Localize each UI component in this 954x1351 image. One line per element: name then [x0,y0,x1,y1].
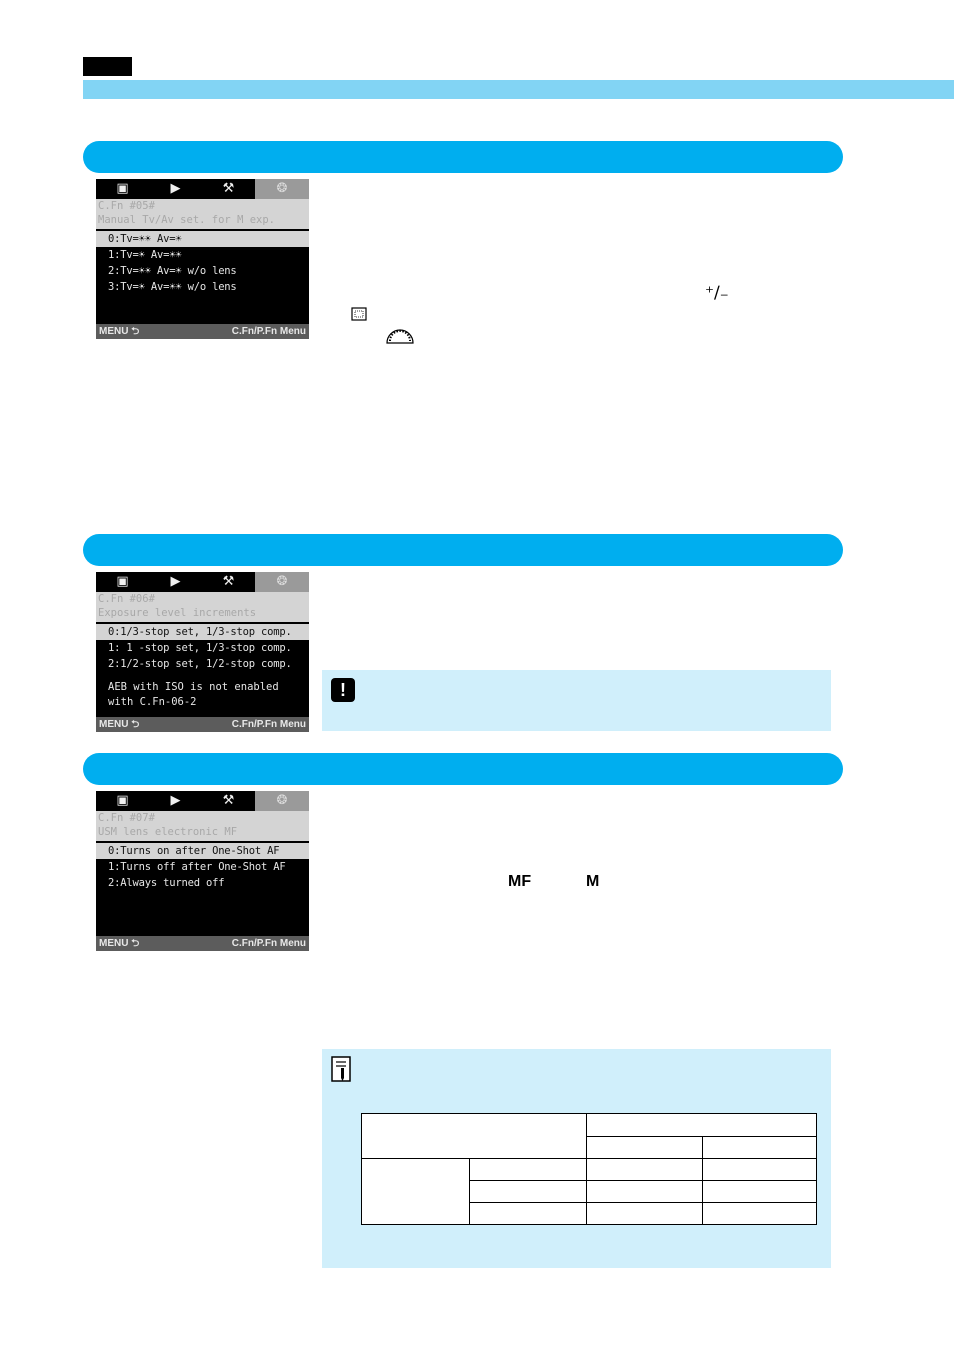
section-bar-cfn05 [83,141,843,173]
lcd-option-selected: 0:1/3-stop set, 1/3-stop comp. [96,624,309,640]
table-cell [470,1203,586,1225]
table-cell [702,1181,816,1203]
lcd-footer-menu: MENU ⮌ [99,326,140,337]
playback-icon: ▶ [170,181,181,196]
table-cell [362,1159,470,1225]
lcd-header [96,199,309,229]
quick-control-dial-icon [385,327,415,345]
lcd-option: 3:Tv=☀ Av=☀☀ w/o lens [108,281,237,293]
lcd-header-line2: Manual Tv/Av set. for M exp. [98,214,276,226]
memo-icon [331,1056,351,1082]
lcd-tab-row [96,572,309,592]
table-cell [586,1159,702,1181]
chapter-band [83,80,954,99]
lcd-option-selected: 0:Tv=☀☀ Av=☀ [96,231,309,247]
lcd-footer-menu: MENU ⮌ [99,719,140,730]
mf-mode-label: MF [508,873,532,890]
lcd-header [96,592,309,622]
lcd-footer-menu-name: C.Fn/P.Fn Menu [231,938,306,949]
table-cell [586,1137,702,1159]
lcd-option: 1: 1 -stop set, 1/3-stop comp. [108,642,292,654]
lcd-tab-row [96,791,309,811]
lcd-footer-menu-name: C.Fn/P.Fn Menu [231,719,306,730]
exposure-compensation-icon: ⁺∕₋ [705,283,729,303]
lcd-note-line: AEB with ISO is not enabled [108,681,279,693]
camera-icon: ▣ [116,181,129,196]
custom-function-icon: ❂ [255,179,309,199]
table-cell [586,1181,702,1203]
table-cell [702,1159,816,1181]
lcd-option: 2:Tv=☀☀ Av=☀ w/o lens [108,265,237,277]
section-bar-cfn06 [83,534,843,566]
section-bar-cfn07 [83,753,843,785]
lcd-header-line2: USM lens electronic MF [98,826,238,838]
lcd-footer [96,324,309,339]
tools-icon: ⚒ [222,181,235,196]
playback-icon: ▶ [170,793,181,808]
lcd-header [96,811,309,841]
lcd-note-line: with C.Fn-06-2 [108,696,197,708]
metering-icon [351,307,368,322]
lcd-screen-cfn06 [96,572,309,732]
page-section-tab [83,57,132,76]
lcd-option: 1:Tv=☀ Av=☀☀ [108,249,182,261]
settings-table [361,1113,817,1225]
table-cell [586,1114,817,1137]
custom-function-icon: ❂ [255,572,309,592]
tools-icon: ⚒ [222,793,235,808]
lcd-screen-cfn05 [96,179,309,339]
lcd-header-line2: Exposure level increments [98,607,257,619]
lcd-footer [96,936,309,951]
table-cell [470,1181,586,1203]
playback-icon: ▶ [170,574,181,589]
caution-box [322,670,831,731]
custom-function-icon: ❂ [255,791,309,811]
lcd-footer-menu: MENU ⮌ [99,938,140,949]
table-cell [586,1203,702,1225]
camera-icon: ▣ [116,574,129,589]
table-cell [702,1203,816,1225]
lcd-header-line1: C.Fn #07# [98,812,155,824]
lcd-footer [96,717,309,732]
lcd-footer-menu-name: C.Fn/P.Fn Menu [231,326,306,337]
m-mode-label: M [586,873,600,890]
caution-icon: ! [331,678,355,702]
table-cell [362,1114,587,1159]
lcd-option: 1:Turns off after One-Shot AF [108,861,286,873]
lcd-header-line1: C.Fn #05# [98,200,155,212]
lcd-option: 2:Always turned off [108,877,225,889]
tools-icon: ⚒ [222,574,235,589]
lcd-screen-cfn07 [96,791,309,951]
table-cell [702,1137,816,1159]
camera-icon: ▣ [116,793,129,808]
lcd-header-line1: C.Fn #06# [98,593,155,605]
table-cell [470,1159,586,1181]
lcd-tab-row [96,179,309,199]
lcd-option-selected: 0:Turns on after One-Shot AF [96,843,309,859]
lcd-option: 2:1/2-stop set, 1/2-stop comp. [108,658,292,670]
